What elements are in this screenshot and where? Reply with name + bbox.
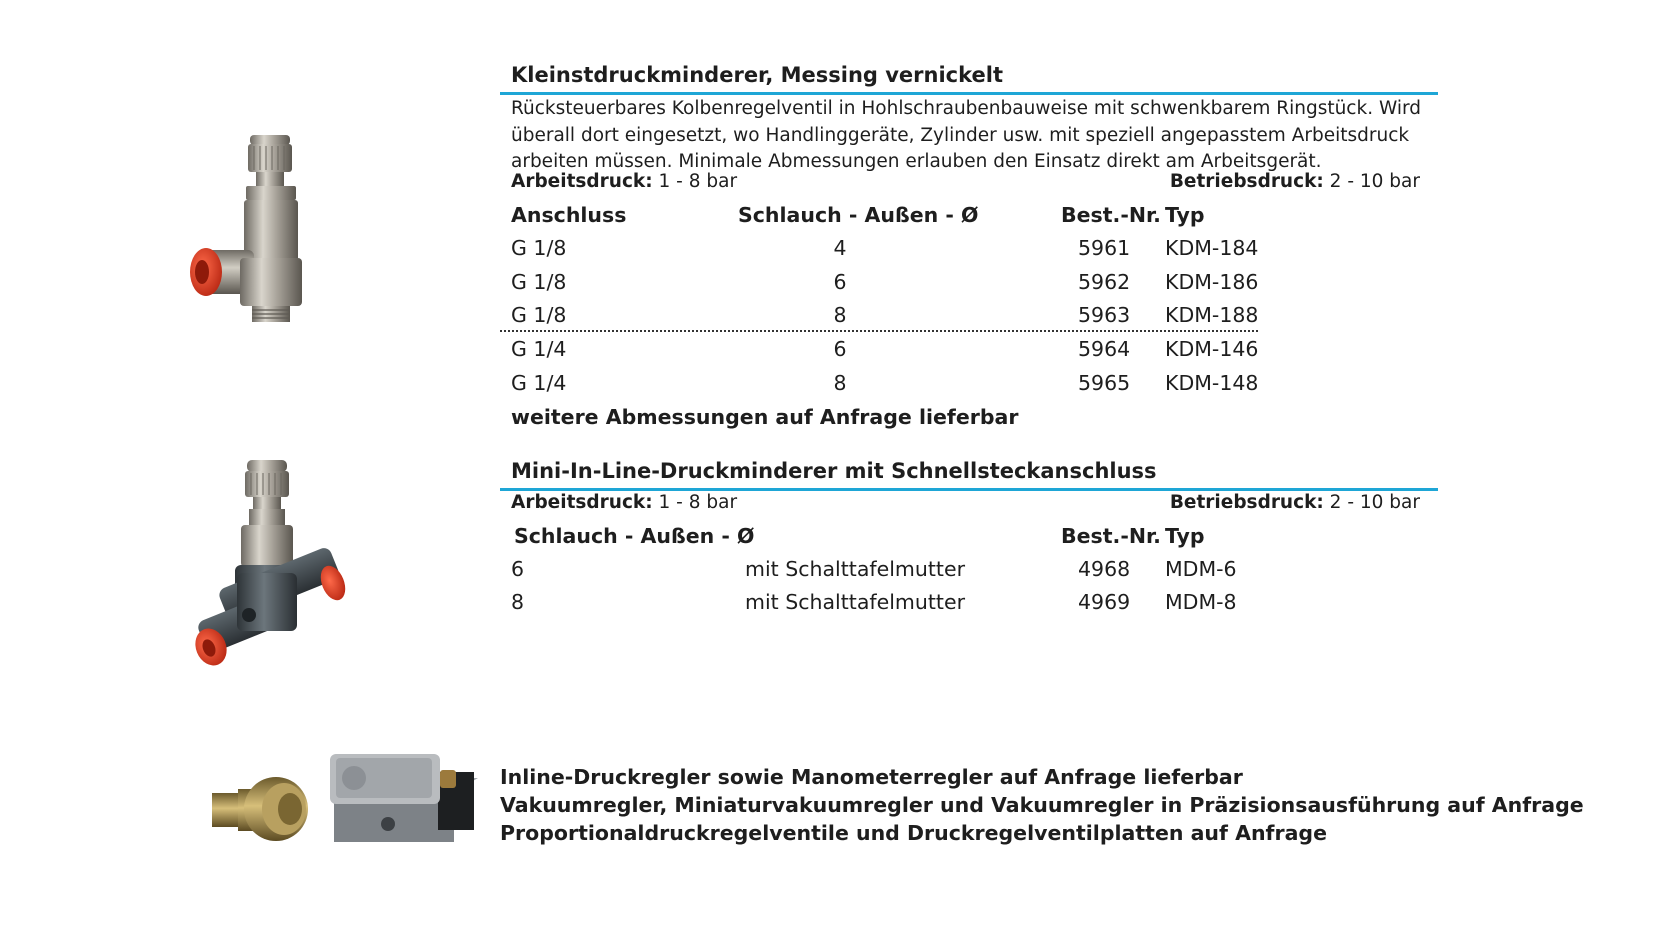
arbeitsdruck-label: Arbeitsdruck: <box>511 171 653 192</box>
cell-anschluss: G 1/8 <box>511 270 567 294</box>
footer-line-vakuum: Vakuumregler, Miniaturvakuumregler und Vakuumregler in Präzisionsausführung auf Anfrage <box>500 793 1584 817</box>
section1-title: Kleinstdruckminderer, Messing vernickelt <box>511 63 1004 87</box>
header-bestnr: Best.-Nr. <box>1061 524 1161 548</box>
cell-bestnr: 5963 <box>1078 303 1131 327</box>
cell-typ: KDM-186 <box>1165 270 1259 294</box>
cell-bestnr: 5965 <box>1078 371 1131 395</box>
section2-title-rule <box>500 488 1438 491</box>
cell-bestnr: 5961 <box>1078 236 1131 260</box>
proportional-regulator-image <box>328 752 478 844</box>
betriebsdruck-value: 2 - 10 bar <box>1329 492 1420 513</box>
arbeitsdruck-value: 1 - 8 bar <box>658 492 738 513</box>
mdm-product-image <box>195 455 345 675</box>
header-typ: Typ <box>1165 524 1205 548</box>
cell-anschluss: G 1/4 <box>511 371 567 395</box>
cell-ausfuehrung: mit Schalttafelmutter <box>745 590 965 614</box>
cell-schlauch: 8 <box>833 303 847 327</box>
cell-ausfuehrung: mit Schalttafelmutter <box>745 557 965 581</box>
section2-arbeitsdruck <box>511 492 737 513</box>
cell-anschluss: G 1/8 <box>511 236 567 260</box>
header-bestnr: Best.-Nr. <box>1061 203 1161 227</box>
footer-line-proportional: Proportionaldruckregelventile und Druckregelventilplatten auf Anfrage <box>500 821 1327 845</box>
arbeitsdruck-label: Arbeitsdruck: <box>511 492 653 513</box>
section2-betriebsdruck <box>1170 492 1420 513</box>
cell-bestnr: 5962 <box>1078 270 1131 294</box>
header-schlauch: Schlauch - Außen - Ø <box>738 203 979 227</box>
betriebsdruck-label: Betriebsdruck: <box>1169 492 1324 513</box>
cell-bestnr: 4969 <box>1078 590 1131 614</box>
cell-bestnr: 4968 <box>1078 557 1131 581</box>
section1-description: Rücksteuerbares Kolbenregelventil in Hohlschraubenbauweise mit schwenkbarem Ringstück. Wird überall dort eingesetzt, wo Handlinggeräte, Zylinder usw. mit speziell angepasstem Arbeitsdruck arbeiten müssen. Minimale Abmessungen erlauben den Einsatz direkt am Arbeitsgerät. <box>511 98 1422 172</box>
kdm-product-image <box>190 130 340 350</box>
cell-schlauch: 6 <box>511 557 525 581</box>
header-schlauch: Schlauch - Außen - Ø <box>514 524 755 548</box>
cell-typ: KDM-184 <box>1165 236 1259 260</box>
cell-typ: MDM-8 <box>1165 590 1237 614</box>
footer-line-inline: Inline-Druckregler sowie Manometerregler auf Anfrage lieferbar <box>500 765 1243 789</box>
cell-bestnr: 5964 <box>1078 337 1131 361</box>
cell-anschluss: G 1/4 <box>511 337 567 361</box>
cell-anschluss: G 1/8 <box>511 303 567 327</box>
cell-typ: KDM-148 <box>1165 371 1259 395</box>
arbeitsdruck-value: 1 - 8 bar <box>658 171 738 192</box>
cell-typ: MDM-6 <box>1165 557 1237 581</box>
cell-typ: KDM-146 <box>1165 337 1259 361</box>
row-separator-dotted <box>500 330 1258 332</box>
cell-schlauch: 8 <box>833 371 847 395</box>
cell-schlauch: 4 <box>833 236 847 260</box>
betriebsdruck-label: Betriebsdruck: <box>1169 171 1324 192</box>
cell-typ: KDM-188 <box>1165 303 1259 327</box>
section2-title: Mini-In-Line-Druckminderer mit Schnellsteckanschluss <box>511 459 1157 483</box>
inline-regulator-image <box>210 775 315 845</box>
cell-schlauch: 6 <box>833 270 847 294</box>
section1-title-rule <box>500 92 1438 95</box>
section1-arbeitsdruck <box>511 171 737 192</box>
cell-schlauch: 8 <box>511 590 525 614</box>
header-typ: Typ <box>1165 203 1205 227</box>
cell-schlauch: 6 <box>833 337 847 361</box>
section1-note: weitere Abmessungen auf Anfrage lieferbar <box>511 405 1019 429</box>
betriebsdruck-value: 2 - 10 bar <box>1329 171 1420 192</box>
section1-betriebsdruck <box>1170 171 1420 192</box>
header-anschluss: Anschluss <box>511 203 627 227</box>
